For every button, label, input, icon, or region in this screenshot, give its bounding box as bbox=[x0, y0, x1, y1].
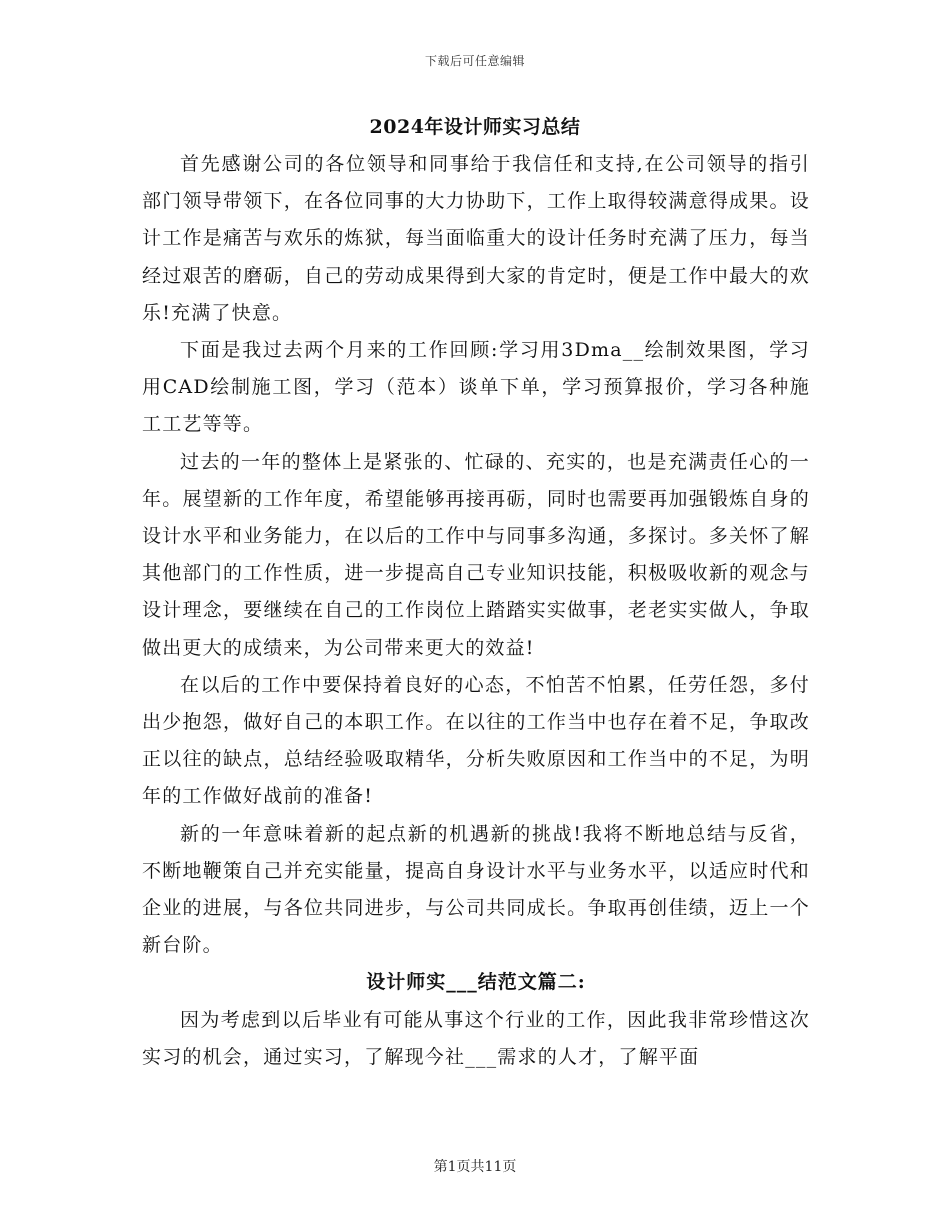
section-paragraph-1: 因为考虑到以后毕业有可能从事这个行业的工作，因此我非常珍惜这次实习的机会，通过实习，了解现今社___需求的人才，了解平面 bbox=[142, 1008, 810, 1068]
page-footer-number: 第1页共11页 bbox=[433, 1159, 517, 1175]
page-header-note: 下载后可任意编辑 bbox=[424, 54, 525, 68]
paragraph-4: 在以后的工作中要保持着良好的心态，不怕苦不怕累，任劳任怨，多付出少抱怨，做好自己的本职工作。在以往的工作当中也存在着不足，争取改正以往的缺点，总结经验吸取精华，分析失败原因和工作当中的不足，为明年的工作做好战前的准备! bbox=[142, 673, 810, 808]
section-heading: 设计师实___结范文篇二: bbox=[366, 971, 586, 994]
document-title: 2024年设计师实习总结 bbox=[369, 116, 581, 138]
paragraph-3: 过去的一年的整体上是紧张的、忙碌的、充实的，也是充满责任心的一年。展望新的工作年度，希望能够再接再砺，同时也需要再加强锻炼自身的设计水平和业务能力，在以后的工作中与同事多沟通，多探讨。多关怀了解其他部门的工作性质，进一步提高自己专业知识技能，积极吸收新的观念与设计理念，要继续在自己的工作岗位上踏踏实实做事，老老实实做人，争取做出更大的成绩来，为公司带来更大的效益! bbox=[142, 450, 810, 659]
paragraph-5: 新的一年意味着新的起点新的机遇新的挑战!我将不断地总结与反省，不断地鞭策自己并充实能量，提高自身设计水平与业务水平，以适应时代和企业的进展，与各位共同进步，与公司共同成长。争取再创佳绩，迈上一个新台阶。 bbox=[142, 822, 810, 957]
paragraph-1: 首先感谢公司的各位领导和同事给于我信任和支持,在公司领导的指引部门领导带领下，在各位同事的大力协助下，工作上取得较满意得成果。设计工作是痛苦与欢乐的炼狱，每当面临重大的设计任务时充满了压力，每当经过艰苦的磨砺，自己的劳动成果得到大家的肯定时，便是工作中最大的欢乐!充满了快意。 bbox=[142, 153, 810, 324]
document-body bbox=[142, 146, 810, 1076]
paragraph-2: 下面是我过去两个月来的工作回顾:学习用3Dma__绘制效果图，学习用CAD绘制施工图，学习（范本）谈单下单，学习预算报价，学习各种施工工艺等等。 bbox=[142, 339, 810, 436]
